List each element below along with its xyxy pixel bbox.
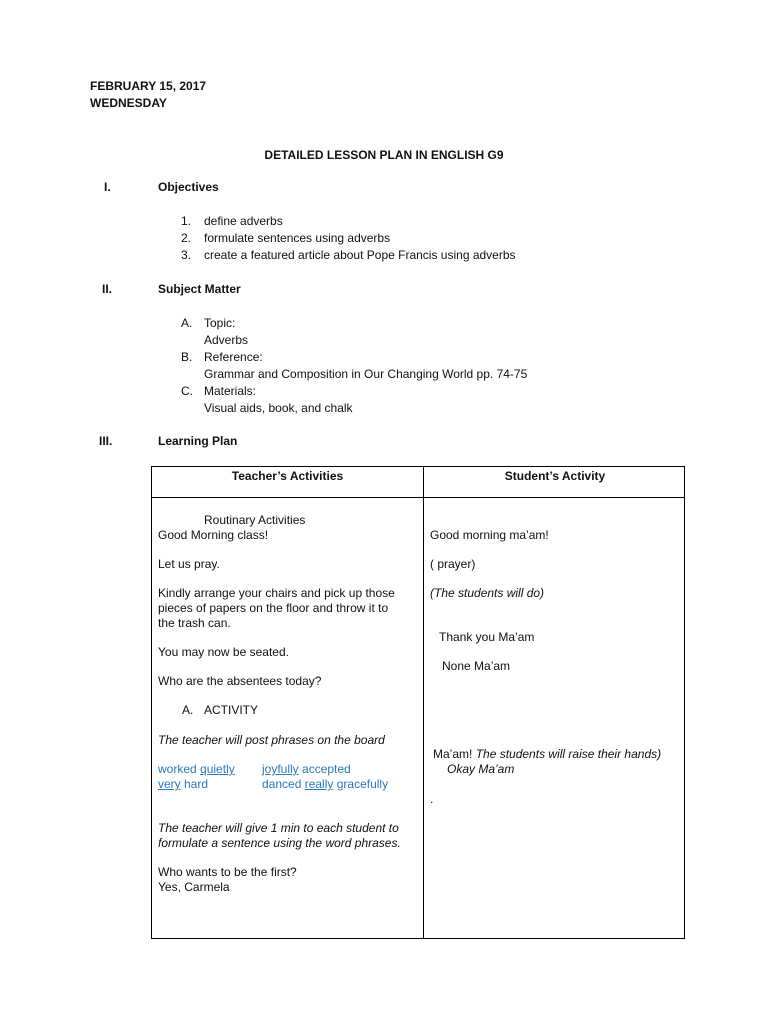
teacher-line: Yes, Carmela	[158, 880, 230, 894]
subject-item-value: Grammar and Composition in Our Changing World pp. 74-75	[204, 367, 528, 381]
objective-item: create a featured article about Pope Francis using adverbs	[204, 248, 516, 262]
student-line: Ma’am! The students will raise their hands)	[433, 747, 662, 761]
teacher-line: You may now be seated.	[158, 645, 289, 659]
student-line: Thank you Ma’am	[439, 630, 535, 644]
learning-plan-table	[151, 466, 685, 939]
student-line: None Ma’am	[442, 659, 511, 673]
teacher-line: the trash can.	[158, 616, 231, 630]
section-heading-subject-matter: Subject Matter	[158, 282, 241, 296]
activity-heading: ACTIVITY	[204, 703, 259, 717]
lesson-day: WEDNESDAY	[90, 96, 167, 110]
teacher-line: pieces of papers on the floor and throw it to	[158, 601, 389, 615]
subject-item-letter: A.	[181, 316, 193, 330]
teacher-line: Who are the absentees today?	[158, 674, 322, 688]
objective-number: 2.	[181, 231, 192, 245]
subject-item-value: Visual aids, book, and chalk	[204, 401, 353, 415]
activity-letter: A.	[182, 703, 194, 717]
student-line: Okay Ma’am	[447, 762, 515, 776]
word-phrase: danced really gracefully	[262, 777, 389, 791]
teacher-line: Who wants to be the first?	[158, 865, 297, 879]
objective-number: 1.	[181, 214, 192, 228]
table-header-student: Student’s Activity	[504, 469, 606, 483]
lesson-date: FEBRUARY 15, 2017	[90, 79, 207, 93]
subject-item-letter: B.	[181, 350, 193, 364]
teacher-line: Kindly arrange your chairs and pick up those	[158, 586, 395, 600]
section-numeral-subject-matter: II.	[102, 282, 113, 296]
subject-item-label: Materials:	[204, 384, 257, 398]
subject-item-value: Adverbs	[204, 333, 249, 347]
table-header-teacher: Teacher’s Activities	[231, 469, 344, 483]
teacher-line: Good Morning class!	[158, 528, 269, 542]
teacher-instruction: The teacher will post phrases on the board	[158, 733, 385, 747]
student-line: ( prayer)	[430, 557, 476, 571]
table-column-divider	[423, 467, 424, 938]
section-numeral-objectives: I.	[104, 180, 111, 194]
teacher-routinary-heading: Routinary Activities	[204, 513, 306, 527]
student-line: .	[430, 792, 434, 806]
subject-item-letter: C.	[181, 384, 193, 398]
section-heading-learning-plan: Learning Plan	[158, 434, 238, 448]
student-line: (The students will do)	[430, 586, 545, 600]
objective-item: formulate sentences using adverbs	[204, 231, 391, 245]
table-header-divider	[152, 497, 684, 498]
word-phrase: worked quietly	[158, 762, 235, 776]
subject-item-label: Topic:	[204, 316, 236, 330]
student-line: Good morning ma’am!	[430, 528, 549, 542]
section-numeral-learning-plan: III.	[99, 434, 113, 448]
teacher-instruction: formulate a sentence using the word phrases.	[158, 836, 401, 850]
document-title: DETAILED LESSON PLAN IN ENGLISH G9	[264, 148, 504, 162]
teacher-line: Let us pray.	[158, 557, 220, 571]
section-heading-objectives: Objectives	[158, 180, 219, 194]
teacher-instruction: The teacher will give 1 min to each student to	[158, 821, 399, 835]
word-phrase: joyfully accepted	[262, 762, 351, 776]
objective-number: 3.	[181, 248, 192, 262]
word-phrase: very hard	[158, 777, 209, 791]
objective-item: define adverbs	[204, 214, 283, 228]
subject-item-label: Reference:	[204, 350, 263, 364]
